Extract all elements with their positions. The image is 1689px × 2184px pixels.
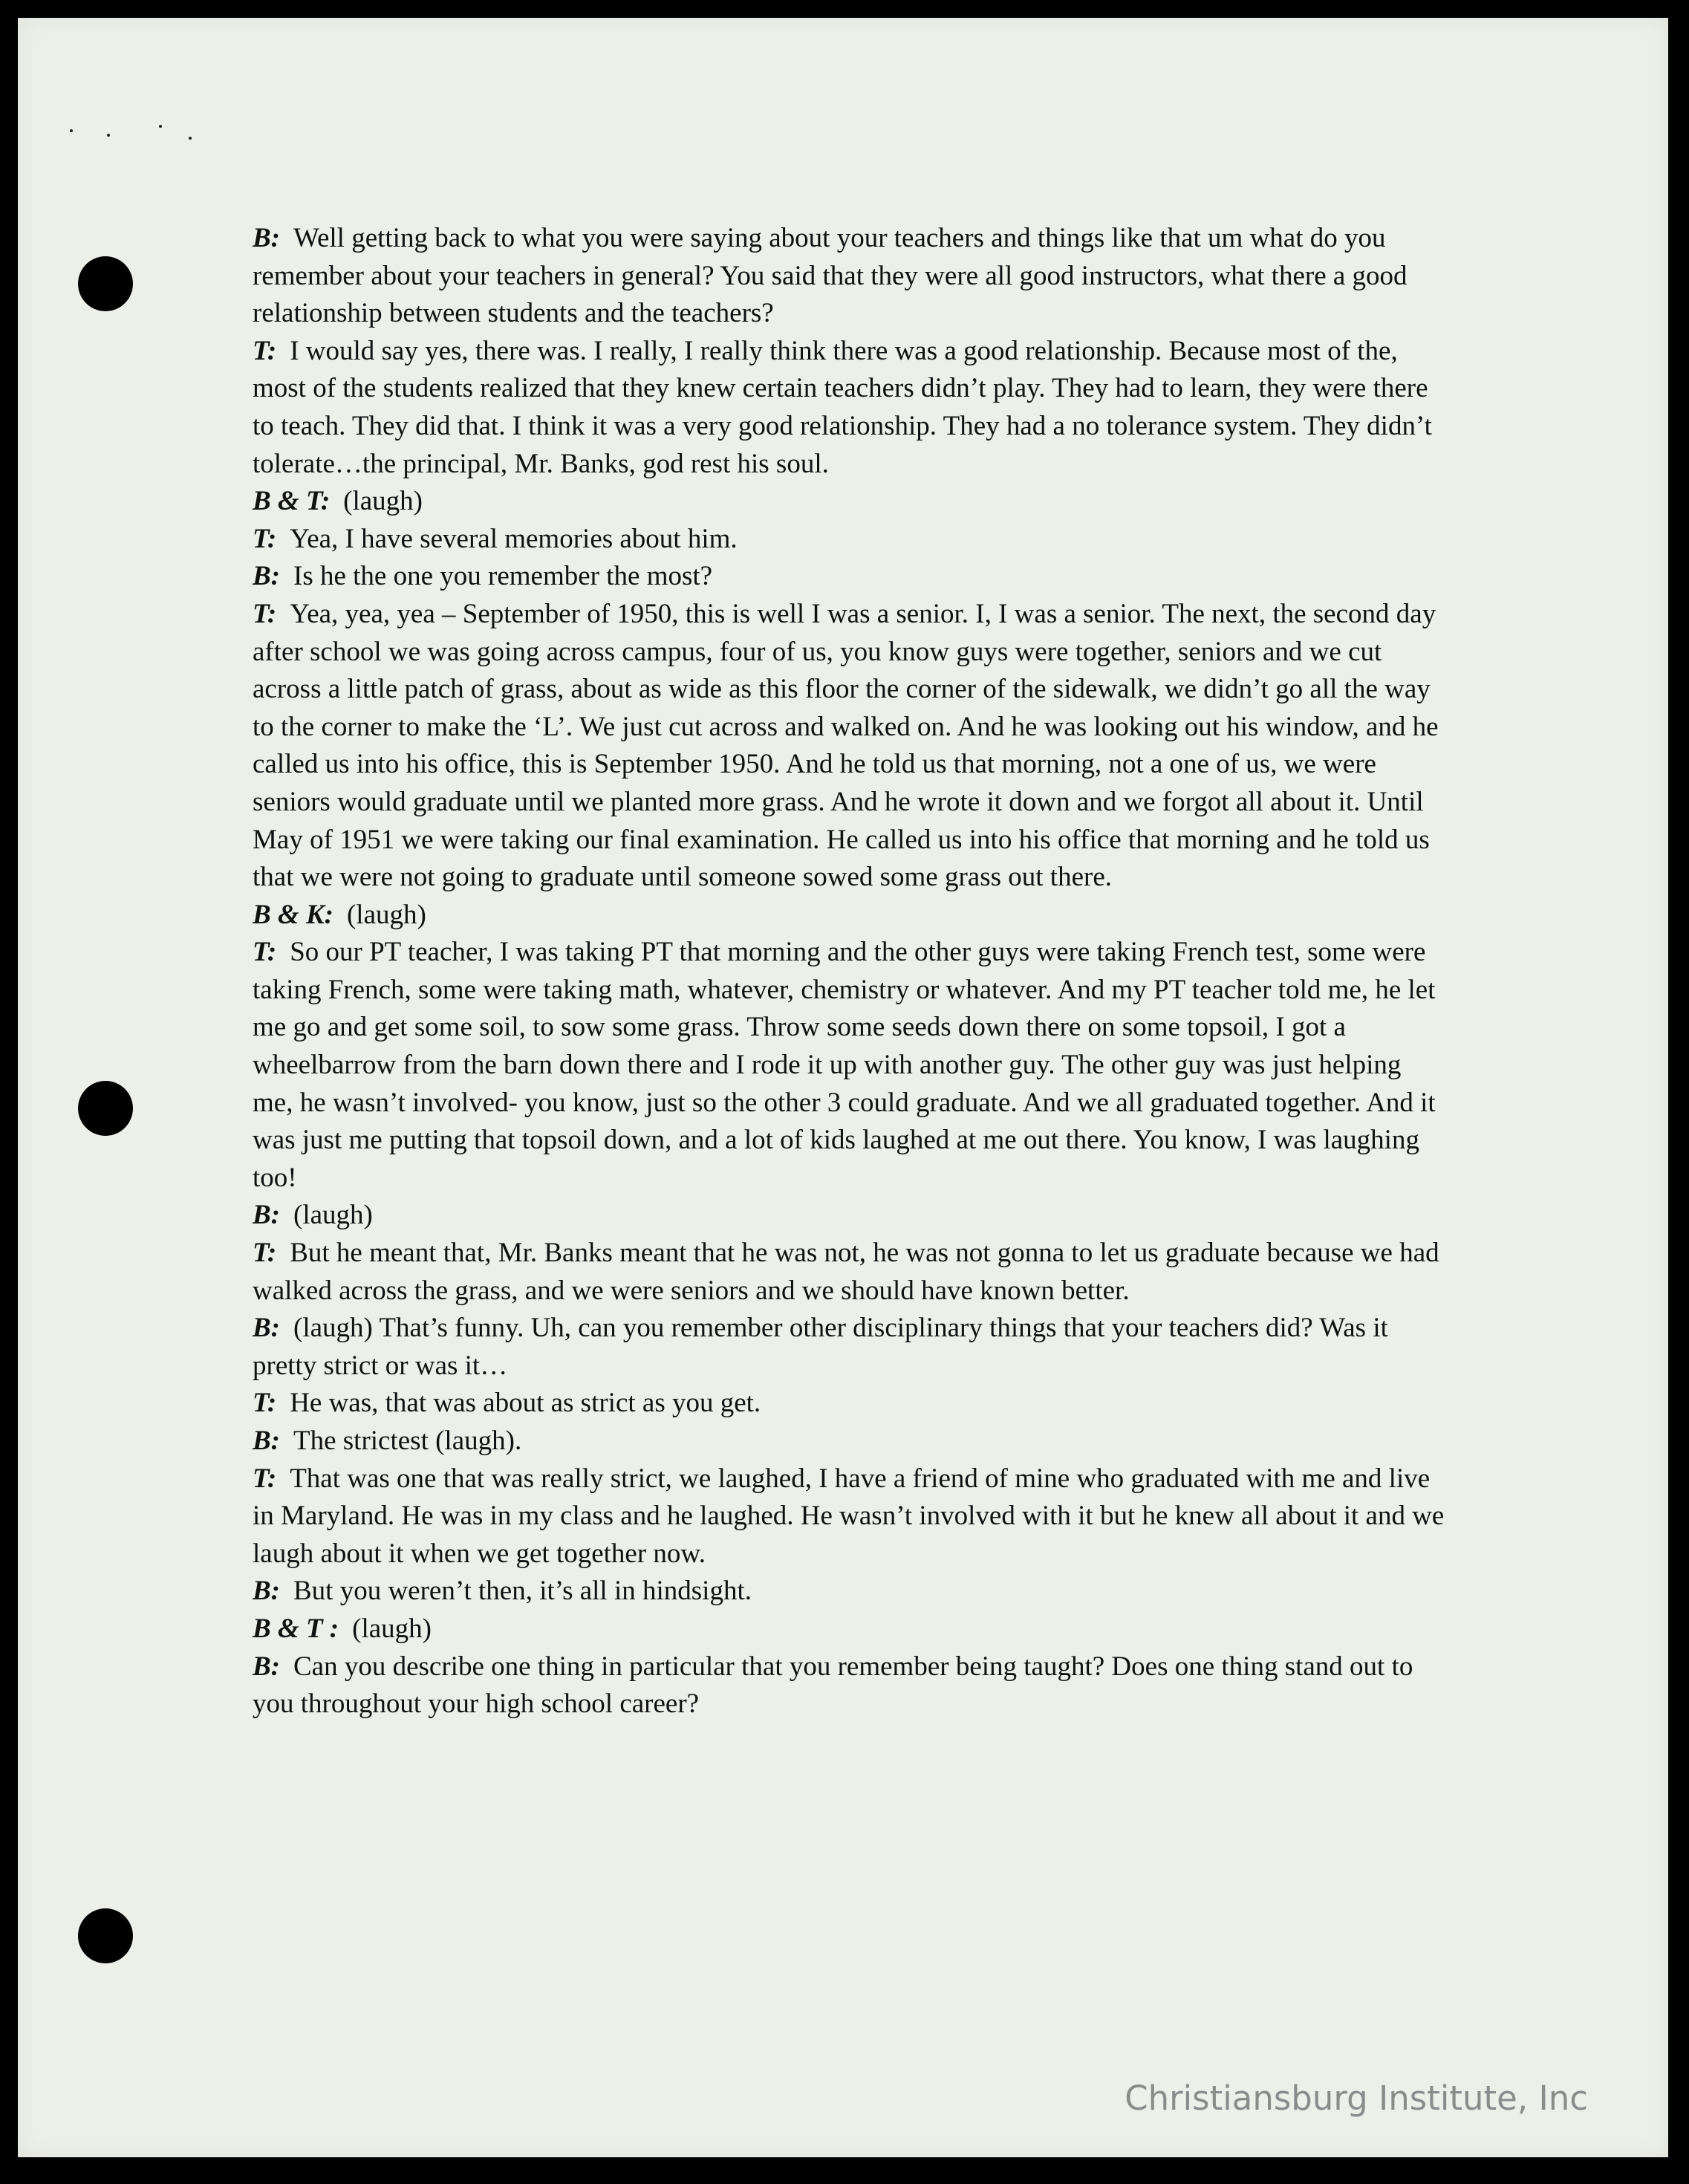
speaker-label: B: bbox=[253, 561, 280, 592]
utterance-text: That was one that was really strict, we laughed, I have a friend of mine who graduated with me and live in Maryland. He was in my class and he laughed. He wasn’t involved with it but he knew all about it and we laugh about it when we get together now. bbox=[253, 1463, 1445, 1569]
speaker-label: B: bbox=[253, 1576, 280, 1607]
speaker-label: B & K: bbox=[253, 899, 333, 930]
transcript-turn bbox=[253, 1385, 1448, 1423]
utterance-text: (laugh) bbox=[343, 486, 423, 517]
transcript-turn bbox=[253, 1235, 1448, 1310]
utterance-text: But he meant that, Mr. Banks meant that he was not, he was not gonna to let us graduate because we had walked across the grass, and we were seniors and we should have known better. bbox=[253, 1238, 1439, 1306]
transcript-turn bbox=[253, 1310, 1448, 1385]
document-page bbox=[18, 18, 1668, 2157]
speck bbox=[159, 125, 162, 128]
transcript-turn bbox=[253, 1423, 1448, 1460]
speaker-label: B: bbox=[253, 1313, 280, 1344]
utterance-text: (laugh) That’s funny. Uh, can you remember other disciplinary things that your teachers did? Was it pretty strict or was it… bbox=[253, 1313, 1388, 1381]
binder-hole bbox=[78, 1908, 133, 1963]
speaker-label: B & T: bbox=[253, 486, 331, 517]
utterance-text: Can you describe one thing in particular that you remember being taught? Does one thing stand out to you throughout your high school career? bbox=[253, 1651, 1413, 1720]
utterance-text: Yea, yea, yea – September of 1950, this is well I was a senior. I, I was a senior. The next, the second day after school we was going across campus, four of us, you know guys were together, seniors and we cut across a little patch of grass, about as wide as this floor the corner of the sidewalk, we didn’t go all the way to the corner to make the ‘L’. We just cut across and walked on. And he was looking out his window, and he called us into his office, this is September 1950. And he told us that morning, not a one of us, we were seniors would graduate until we planted more grass. And he wrote it down and we forgot all about it. Until May of 1951 we were taking our final examination. He called us into his office that morning and he told us that we were not going to graduate until someone sowed some grass out there. bbox=[253, 598, 1439, 893]
utterance-text: Is he the one you remember the most? bbox=[293, 561, 713, 592]
utterance-text: So our PT teacher, I was taking PT that morning and the other guys were taking French test, some were taking French, some were taking math, whatever, chemistry or whatever. And my PT teacher told me, he let me go and get some soil, to sow some grass. Throw some seeds down there on some topsoil, I got a wheelbarrow from the barn down there and I rode it up with another guy. The other guy was just helping me, he wasn’t involved- you know, just so the other 3 could graduate. And we all graduated together. And it was just me putting that topsoil down, and a lot of kids laughed at me out there. You know, I was laughing too! bbox=[253, 937, 1436, 1193]
speck bbox=[189, 137, 192, 140]
transcript-turn bbox=[253, 483, 1448, 521]
watermark: Christiansburg Institute, Inc bbox=[1125, 2079, 1588, 2118]
speaker-label: T: bbox=[253, 1388, 277, 1419]
transcript-turn bbox=[253, 1611, 1448, 1648]
utterance-text: (laugh) bbox=[352, 1613, 432, 1644]
speaker-label: T: bbox=[253, 1238, 277, 1269]
transcript-turn bbox=[253, 220, 1448, 333]
utterance-text: But you weren’t then, it’s all in hindsight. bbox=[293, 1576, 752, 1607]
speaker-label: B & T : bbox=[253, 1613, 339, 1644]
transcript-turn bbox=[253, 934, 1448, 1197]
transcript-turn bbox=[253, 1460, 1448, 1573]
speck bbox=[70, 129, 73, 132]
speaker-label: T: bbox=[253, 523, 277, 554]
utterance-text: Well getting back to what you were saying about your teachers and things like that um what do you remember about your teachers in general? You said that they were all good instructors, what there a good relationship between students and the teachers? bbox=[253, 223, 1408, 329]
speaker-label: T: bbox=[253, 598, 277, 629]
transcript-turn bbox=[253, 1197, 1448, 1235]
speaker-label: T: bbox=[253, 335, 277, 366]
utterance-text: The strictest (laugh). bbox=[293, 1426, 522, 1456]
speaker-label: T: bbox=[253, 937, 277, 968]
transcript-turn bbox=[253, 333, 1448, 483]
binder-hole bbox=[78, 1081, 133, 1136]
transcript-turn bbox=[253, 1573, 1448, 1611]
transcript-turn bbox=[253, 521, 1448, 559]
speaker-label: B: bbox=[253, 1426, 280, 1456]
speck bbox=[107, 134, 110, 137]
speaker-label: B: bbox=[253, 1651, 280, 1682]
utterance-text: (laugh) bbox=[346, 899, 426, 930]
transcript-turn bbox=[253, 897, 1448, 935]
speaker-label: B: bbox=[253, 223, 280, 253]
utterance-text: (laugh) bbox=[293, 1200, 373, 1231]
utterance-text: He was, that was about as strict as you get. bbox=[290, 1388, 761, 1419]
transcript-turn bbox=[253, 596, 1448, 897]
speaker-label: B: bbox=[253, 1200, 280, 1231]
utterance-text: I would say yes, there was. I really, I really think there was a good relationship. Because most of the, most of the students realized that they knew certain teachers didn’t play. They had to learn, they were there to teach. They did that. I think it was a very good relationship. They had a no tolerance system. They didn’t tolerate…the principal, Mr. Banks, god rest his soul. bbox=[253, 335, 1432, 479]
transcript-turn bbox=[253, 558, 1448, 596]
interview-transcript bbox=[253, 220, 1448, 1723]
speaker-label: T: bbox=[253, 1463, 277, 1494]
utterance-text: Yea, I have several memories about him. bbox=[290, 523, 738, 554]
binder-hole bbox=[78, 256, 133, 311]
transcript-turn bbox=[253, 1648, 1448, 1723]
